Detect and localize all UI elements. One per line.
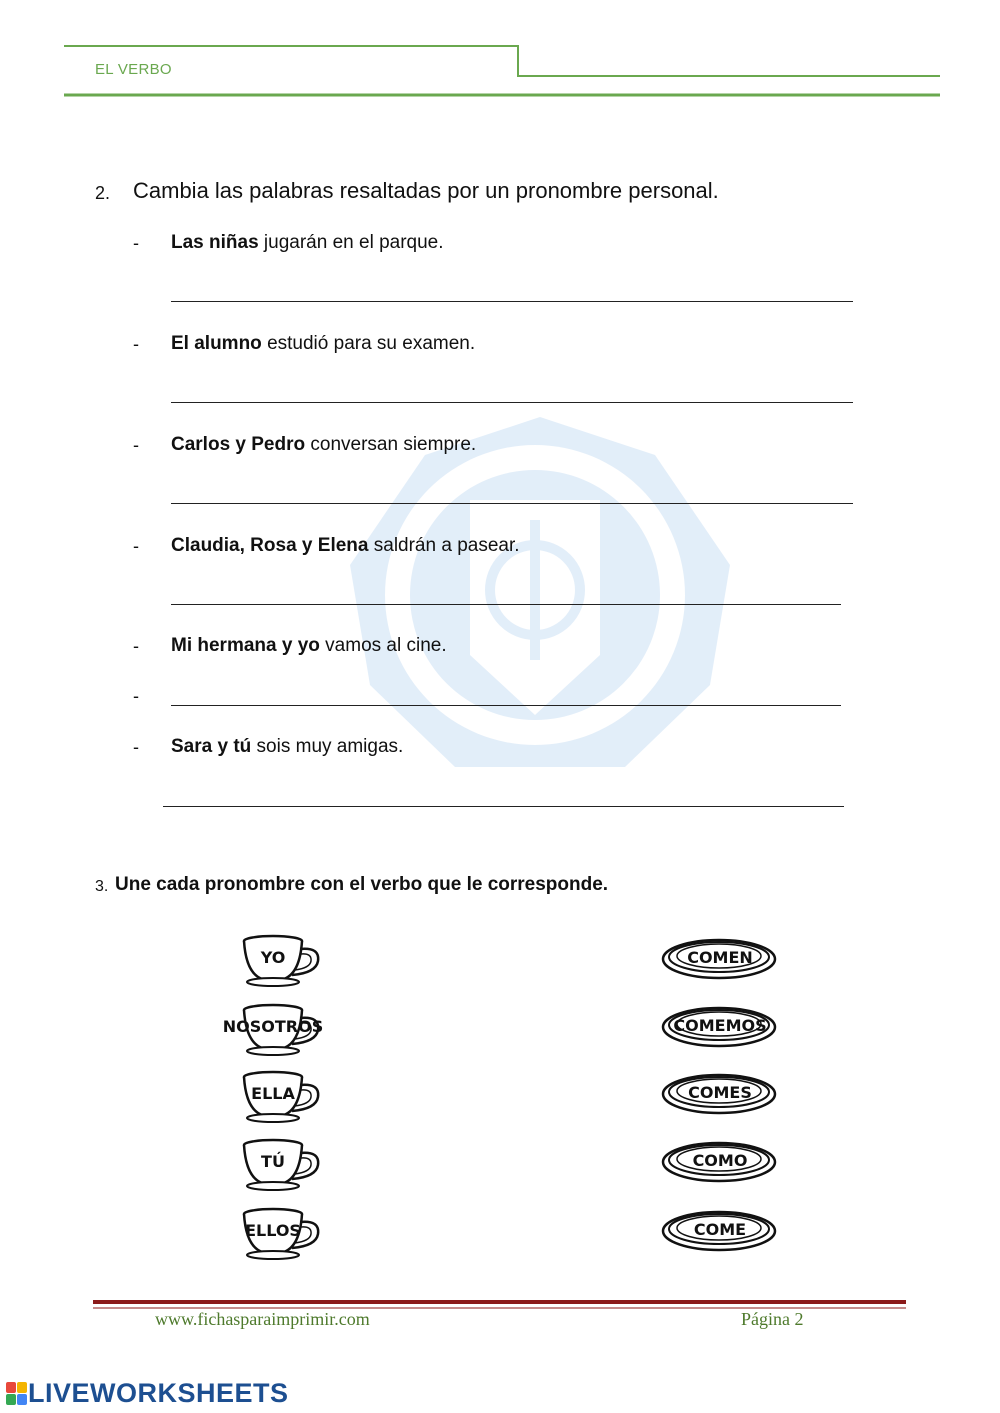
header-rule: [0, 0, 1000, 100]
header-title: EL VERBO: [95, 61, 172, 78]
highlighted-word: Sara y tú: [171, 736, 252, 757]
sentence-5: Mi hermana y yo vamos al cine.: [171, 635, 447, 656]
exercise3-number: 3.: [95, 878, 109, 895]
answer-line-1[interactable]: [171, 301, 853, 302]
exercise3-title: Une cada pronombre con el verbo que le corresponde.: [115, 874, 609, 895]
highlighted-word: Mi hermana y yo: [171, 635, 320, 656]
pronoun-yo: YO: [260, 948, 286, 967]
pronoun-ella: ELLA: [251, 1084, 295, 1103]
highlighted-word: Claudia, Rosa y Elena: [171, 535, 369, 556]
answer-line-5[interactable]: [171, 705, 841, 706]
highlighted-word: Las niñas: [171, 232, 259, 253]
sentence-3: Carlos y Pedro conversan siempre.: [171, 434, 477, 455]
footer-rule: [0, 1298, 1000, 1312]
footer-url[interactable]: www.fichasparaimprimir.com: [155, 1309, 370, 1329]
bullet-dash: -: [133, 536, 139, 556]
verb-comen: COMEN: [687, 948, 753, 967]
sentence-6: Sara y tú sois muy amigas.: [171, 736, 404, 757]
pronoun-ellos: ELLOS: [245, 1221, 301, 1240]
bullet-dash: -: [133, 737, 139, 757]
pronoun-nosotros: NOSOTROS: [222, 1017, 324, 1036]
liveworksheets-logo-icon: [6, 1382, 28, 1406]
answer-line-4[interactable]: [171, 604, 841, 605]
verb-come: COME: [693, 1220, 747, 1239]
answer-line-2[interactable]: [171, 402, 853, 403]
footer-page-number: Página 2: [741, 1309, 804, 1329]
sentence-1: Las niñas jugarán en el parque.: [171, 232, 444, 253]
bullet-dash: -: [133, 334, 139, 354]
bullet-dash: -: [133, 435, 139, 455]
verb-como: COMO: [692, 1151, 748, 1170]
bullet-dash: -: [133, 636, 139, 656]
exercise2-title: Cambia las palabras resaltadas por un pronombre personal.: [133, 178, 719, 203]
watermark-logo: [345, 415, 735, 780]
brand-name: LIVEWORKSHEETS: [28, 1378, 289, 1408]
bullet-dash: -: [133, 686, 139, 706]
answer-line-6[interactable]: [163, 806, 844, 807]
pronoun-tu: TÚ: [261, 1152, 285, 1171]
verb-comes: COMES: [688, 1083, 752, 1102]
answer-line-3[interactable]: [171, 503, 853, 504]
bullet-dash: -: [133, 233, 139, 253]
highlighted-word: El alumno: [171, 333, 262, 354]
highlighted-word: Carlos y Pedro: [171, 434, 306, 455]
exercise2-number: 2.: [95, 183, 111, 203]
sentence-4: Claudia, Rosa y Elena saldrán a pasear.: [171, 535, 520, 556]
verb-comemos: COMEMOS: [673, 1016, 767, 1035]
sentence-2: El alumno estudió para su examen.: [171, 333, 476, 354]
